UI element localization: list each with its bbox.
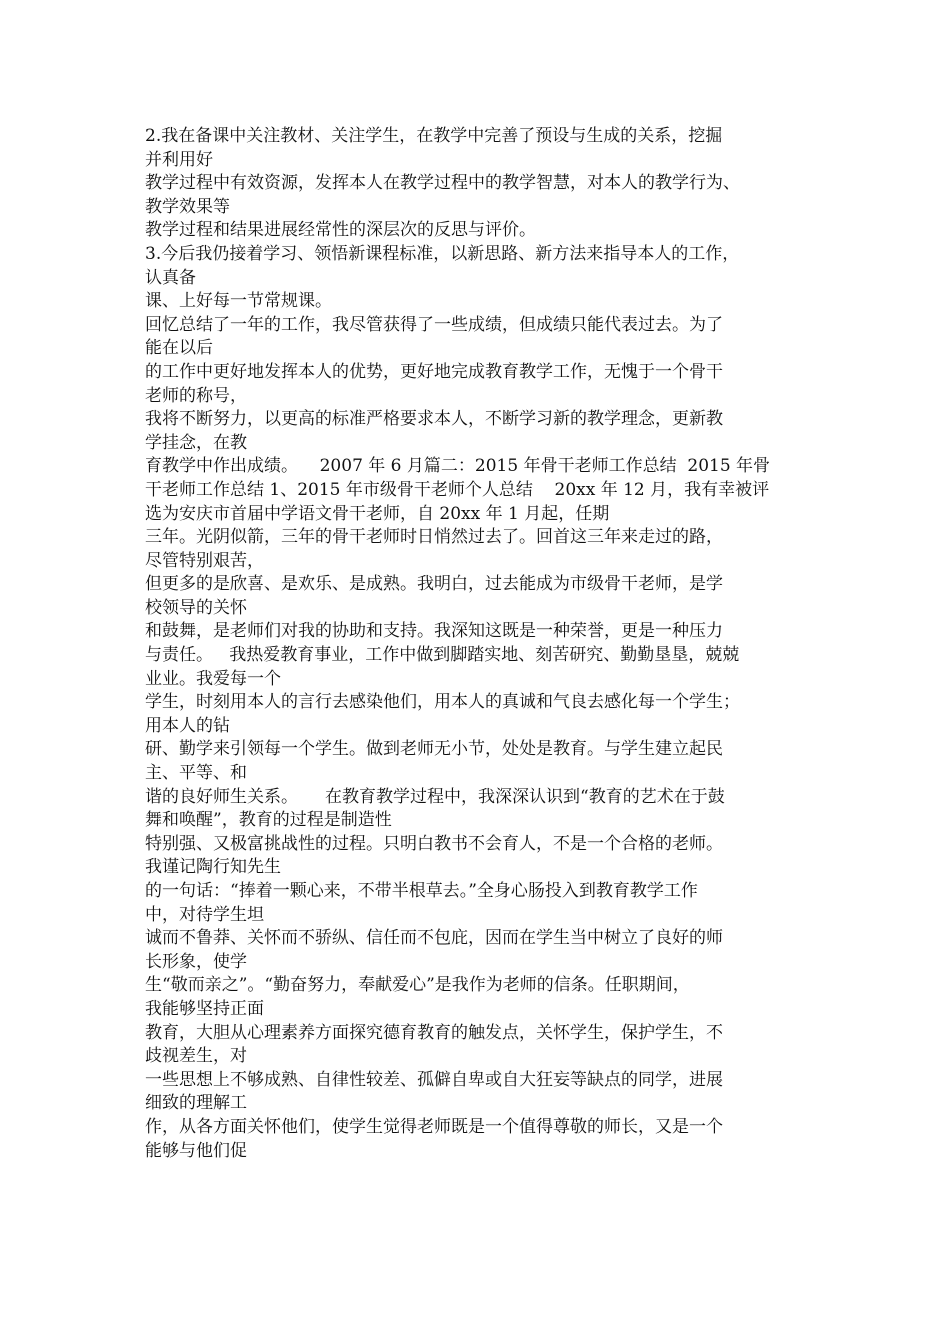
text-line: 认真备	[145, 267, 196, 288]
text-line: 学挂念，在教	[145, 432, 247, 453]
text-line: 育教学中作出成绩。 2007 年 6 月篇二：2015 年骨干老师工作总结 2015 年骨	[145, 456, 771, 477]
text-line: 校领导的关怀	[145, 597, 247, 618]
text-line: 谐的良好师生关系。 在教育教学过程中，我深深认识到“教育的艺术在于鼓	[145, 786, 725, 807]
text-line: 并利用好	[145, 149, 213, 170]
text-line: 舞和唤醒”，教育的过程是制造性	[145, 810, 392, 831]
text-line: 与责任。 我热爱教育事业，工作中做到脚踏实地、刻苦研究、勤勤垦垦，兢兢	[145, 645, 740, 666]
text-line: 特别强、又极富挑战性的过程。只明白教书不会育人，不是一个合格的老师。	[145, 833, 723, 854]
text-line: 业业。我爱每一个	[145, 668, 281, 689]
text-line: 教学效果等	[145, 196, 230, 217]
text-line: 学生，时刻用本人的言行去感染他们，用本人的真诚和气良去感化每一个学生；	[145, 692, 740, 713]
text-line: 诚而不鲁莽、关怀而不骄纵、信任而不包庇，因而在学生当中树立了良好的师	[145, 928, 723, 949]
text-line: 我能够坚持正面	[145, 998, 264, 1019]
text-line: 但更多的是欣喜、是欢乐、是成熟。我明白，过去能成为市级骨干老师，是学	[145, 574, 723, 595]
text-line: 和鼓舞，是老师们对我的协助和支持。我深知这既是一种荣誉，更是一种压力	[145, 621, 723, 642]
text-line: 一些思想上不够成熟、自律性较差、孤僻自卑或自大狂妄等缺点的同学，进展	[145, 1069, 723, 1090]
text-line: 教育，大胆从心理素养方面探究德育教育的触发点，关怀学生，保护学生，不	[145, 1022, 723, 1043]
text-line: 歧视差生，对	[145, 1046, 247, 1067]
text-line: 我将不断努力，以更高的标准严格要求本人，不断学习新的教学理念，更新教	[145, 409, 723, 430]
text-line: 教学过程中有效资源，发挥本人在教学过程中的教学智慧，对本人的教学行为、	[145, 173, 740, 194]
text-line: 课、上好每一节常规课。	[145, 291, 332, 312]
text-line: 2.我在备课中关注教材、关注学生，在教学中完善了预设与生成的关系，挖掘	[145, 126, 723, 146]
text-line: 选为安庆市首届中学语文骨干老师，自 20xx 年 1 月起，任期	[145, 503, 610, 524]
text-line: 干老师工作总结 1、2015 年市级骨干老师个人总结 20xx 年 12 月，我有幸被评	[145, 479, 770, 500]
text-line: 长形象，使学	[145, 951, 247, 972]
text-line: 的工作中更好地发挥本人的优势，更好地完成教育教学工作，无愧于一个骨干	[145, 361, 723, 382]
text-line: 老师的称号，	[145, 385, 247, 406]
text-line: 教学过程和结果进展经常性的深层次的反思与评价。	[145, 220, 536, 241]
text-line: 生“敬而亲之”。“勤奋努力，奉献爱心”是我作为老师的信条。任职期间，	[145, 975, 690, 996]
text-line: 用本人的钻	[145, 715, 230, 736]
text-line: 研、勤学来引领每一个学生。做到老师无小节，处处是教育。与学生建立起民	[145, 739, 723, 760]
text-line: 尽管特别艰苦，	[145, 550, 264, 571]
text-line: 能够与他们促	[145, 1140, 247, 1161]
text-line: 主、平等、和	[145, 763, 247, 784]
text-line: 能在以后	[145, 338, 213, 359]
text-line: 中，对待学生坦	[145, 904, 264, 925]
text-line: 回忆总结了一年的工作，我尽管获得了一些成绩，但成绩只能代表过去。为了	[145, 314, 723, 335]
text-line: 三年。光阴似箭，三年的骨干老师时日悄然过去了。回首这三年来走过的路，	[145, 527, 723, 548]
document-body	[145, 125, 815, 1163]
text-line: 作，从各方面关怀他们，使学生觉得老师既是一个值得尊敬的师长，又是一个	[145, 1116, 723, 1137]
text-line: 我谨记陶行知先生	[145, 857, 281, 878]
text-line: 的一句话：“捧着一颗心来，不带半根草去。”全身心肠投入到教育教学工作	[145, 881, 698, 901]
text-line: 细致的理解工	[145, 1093, 247, 1114]
text-line: 3.今后我仍接着学习、领悟新课程标准，以新思路、新方法来指导本人的工作，	[145, 243, 740, 264]
